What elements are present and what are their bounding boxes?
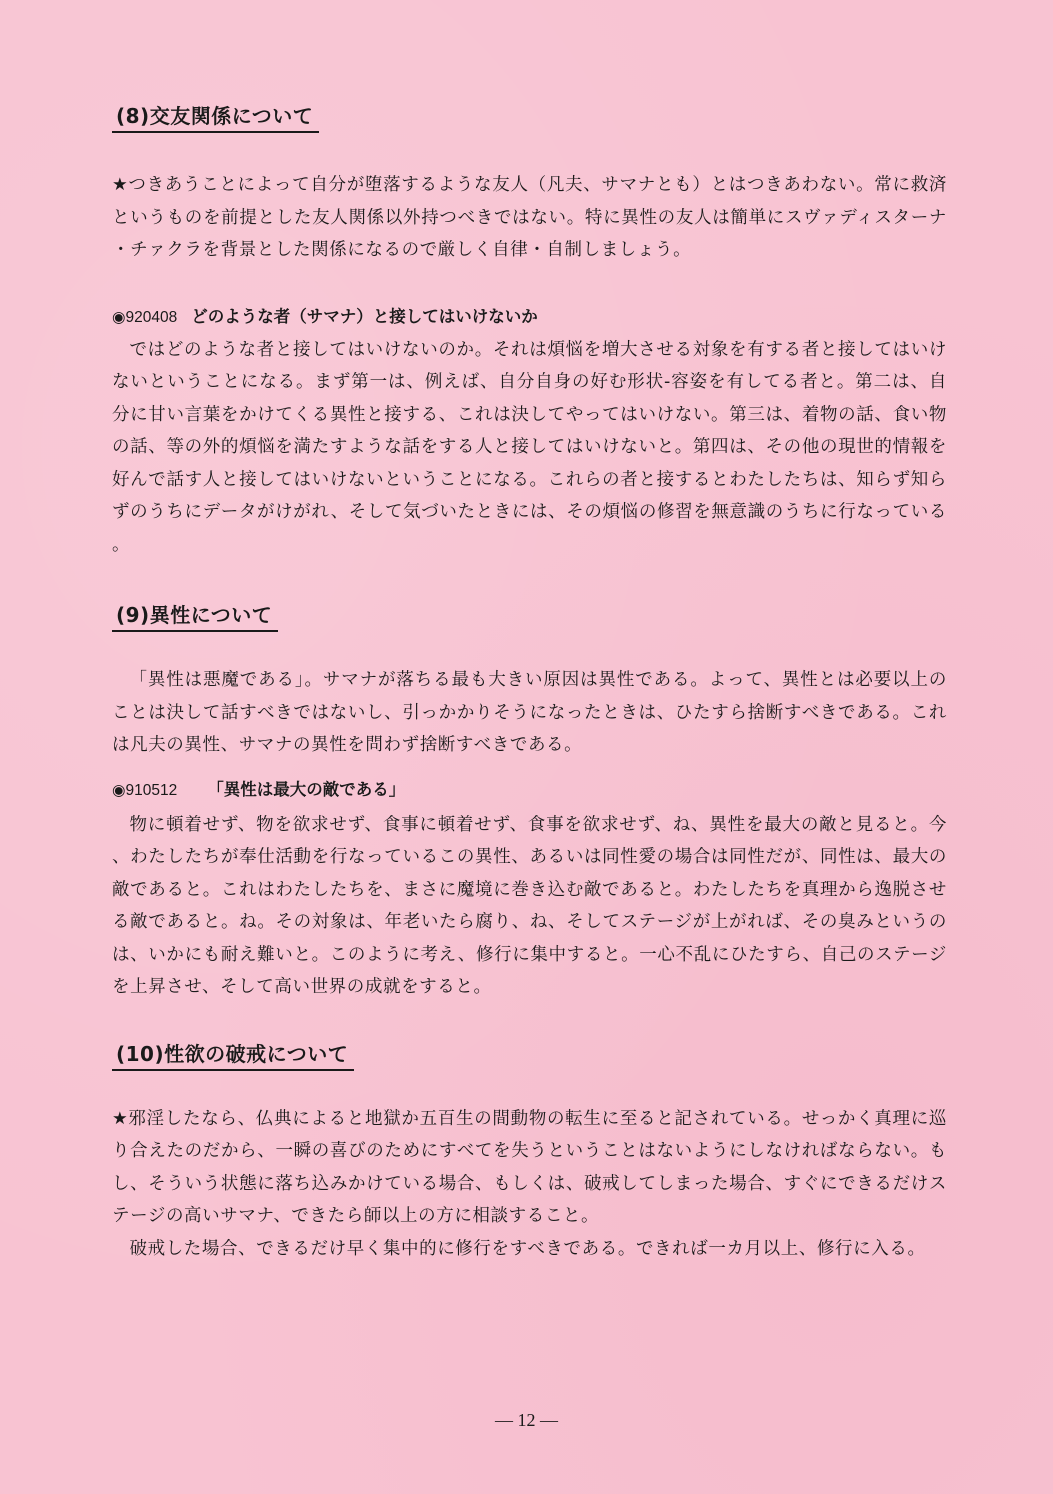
section-8-quote-header	[112, 303, 947, 332]
quote-title: 「異性は最大の敵である」	[207, 779, 406, 799]
quote-code: ◉920408	[112, 308, 178, 326]
section-8-quote-body: ではどのような者と接してはいけないのか。それは煩悩を増大させる対象を有する者と接してはいけないということになる。まず第一は、例えば、自分自身の好む形状-容姿を有してる者と。第二は、自分に甘い言葉をかけてくる異性と接する、これは決してやってはいけない。第三は、着物の話、食い物の話、等の外的煩悩を満たすような話をする人と接してはいけないと。第四は、その他の現世的情報を好んで話す人と接してはいけないということになる。これらの者と接するとわたしたちは、知らず知らずのうちにデータがけがれ、そして気づいたときには、その煩悩の修習を無意識のうちに行なっている。	[112, 339, 947, 555]
section-10-intro: ★邪淫したなら、仏典によると地獄か五百生の間動物の転生に至ると記されている。せっかく真理に巡り合えたのだから、一瞬の喜びのためにすべてを失うということはないようにしなければならない。もし、そういう状態に落ち込みかけている場合、もしくは、破戒してしまった場合、すぐにできるだけステージの高いサマナ、できたら師以上の方に相談すること。	[112, 1108, 947, 1226]
section-10-heading: (10)性欲の破戒について	[112, 1038, 354, 1071]
quote-code: ◉910512	[112, 781, 178, 799]
content	[112, 100, 947, 1265]
section-8-heading: (8)交友関係について	[112, 100, 319, 133]
section-8-intro: ★つきあうことによって自分が堕落するような友人（凡夫、サマナとも）とはつきあわない。常に救済というものを前提とした友人関係以外持つべきではない。特に異性の友人は簡単にスヴァディスターナ・チァクラを背景とした関係になるので厳しく自律・自制しましょう。	[112, 175, 947, 260]
section-9-quote-body: 物に頓着せず、物を欲求せず、食事に頓着せず、食事を欲求せず、ね、異性を最大の敵と見ると。今、わたしたちが奉仕活動を行なっているこの異性、あるいは同性愛の場合は同性だが、同性は、最大の敵であると。これはわたしたちを、まさに魔境に巻き込む敵であると。わたしたちを真理から逸脱させる敵であると。ね。その対象は、年老いたら腐り、ね、そしてステージが上がれば、その臭みというのは、いかにも耐え難いと。このように考え、修行に集中すると。一心不乱にひたすら、自己のステージを上昇させ、そして高い世界の成就をすると。	[112, 814, 947, 997]
section-9-quote-header	[112, 776, 947, 805]
page-number: ― 12 ―	[495, 1410, 558, 1430]
section-9-heading: (9)異性について	[112, 599, 278, 632]
section-8	[112, 100, 947, 561]
section-10	[112, 1038, 947, 1266]
quote-title: どのような者（サマナ）と接してはいけないか	[191, 306, 538, 326]
section-9	[112, 599, 947, 1004]
section-10-followup: 破戒した場合、できるだけ早く集中的に修行をすべきである。できれば一カ月以上、修行に入る。	[129, 1238, 926, 1259]
section-9-intro: 「異性は悪魔である」。サマナが落ちる最も大きい原因は異性である。よって、異性とは必要以上のことは決して話すべきではないし、引っかかりそうになったときは、ひたすら捨断すべきである。これは凡夫の異性、サマナの異性を問わず捨断すべきである。	[112, 670, 947, 755]
